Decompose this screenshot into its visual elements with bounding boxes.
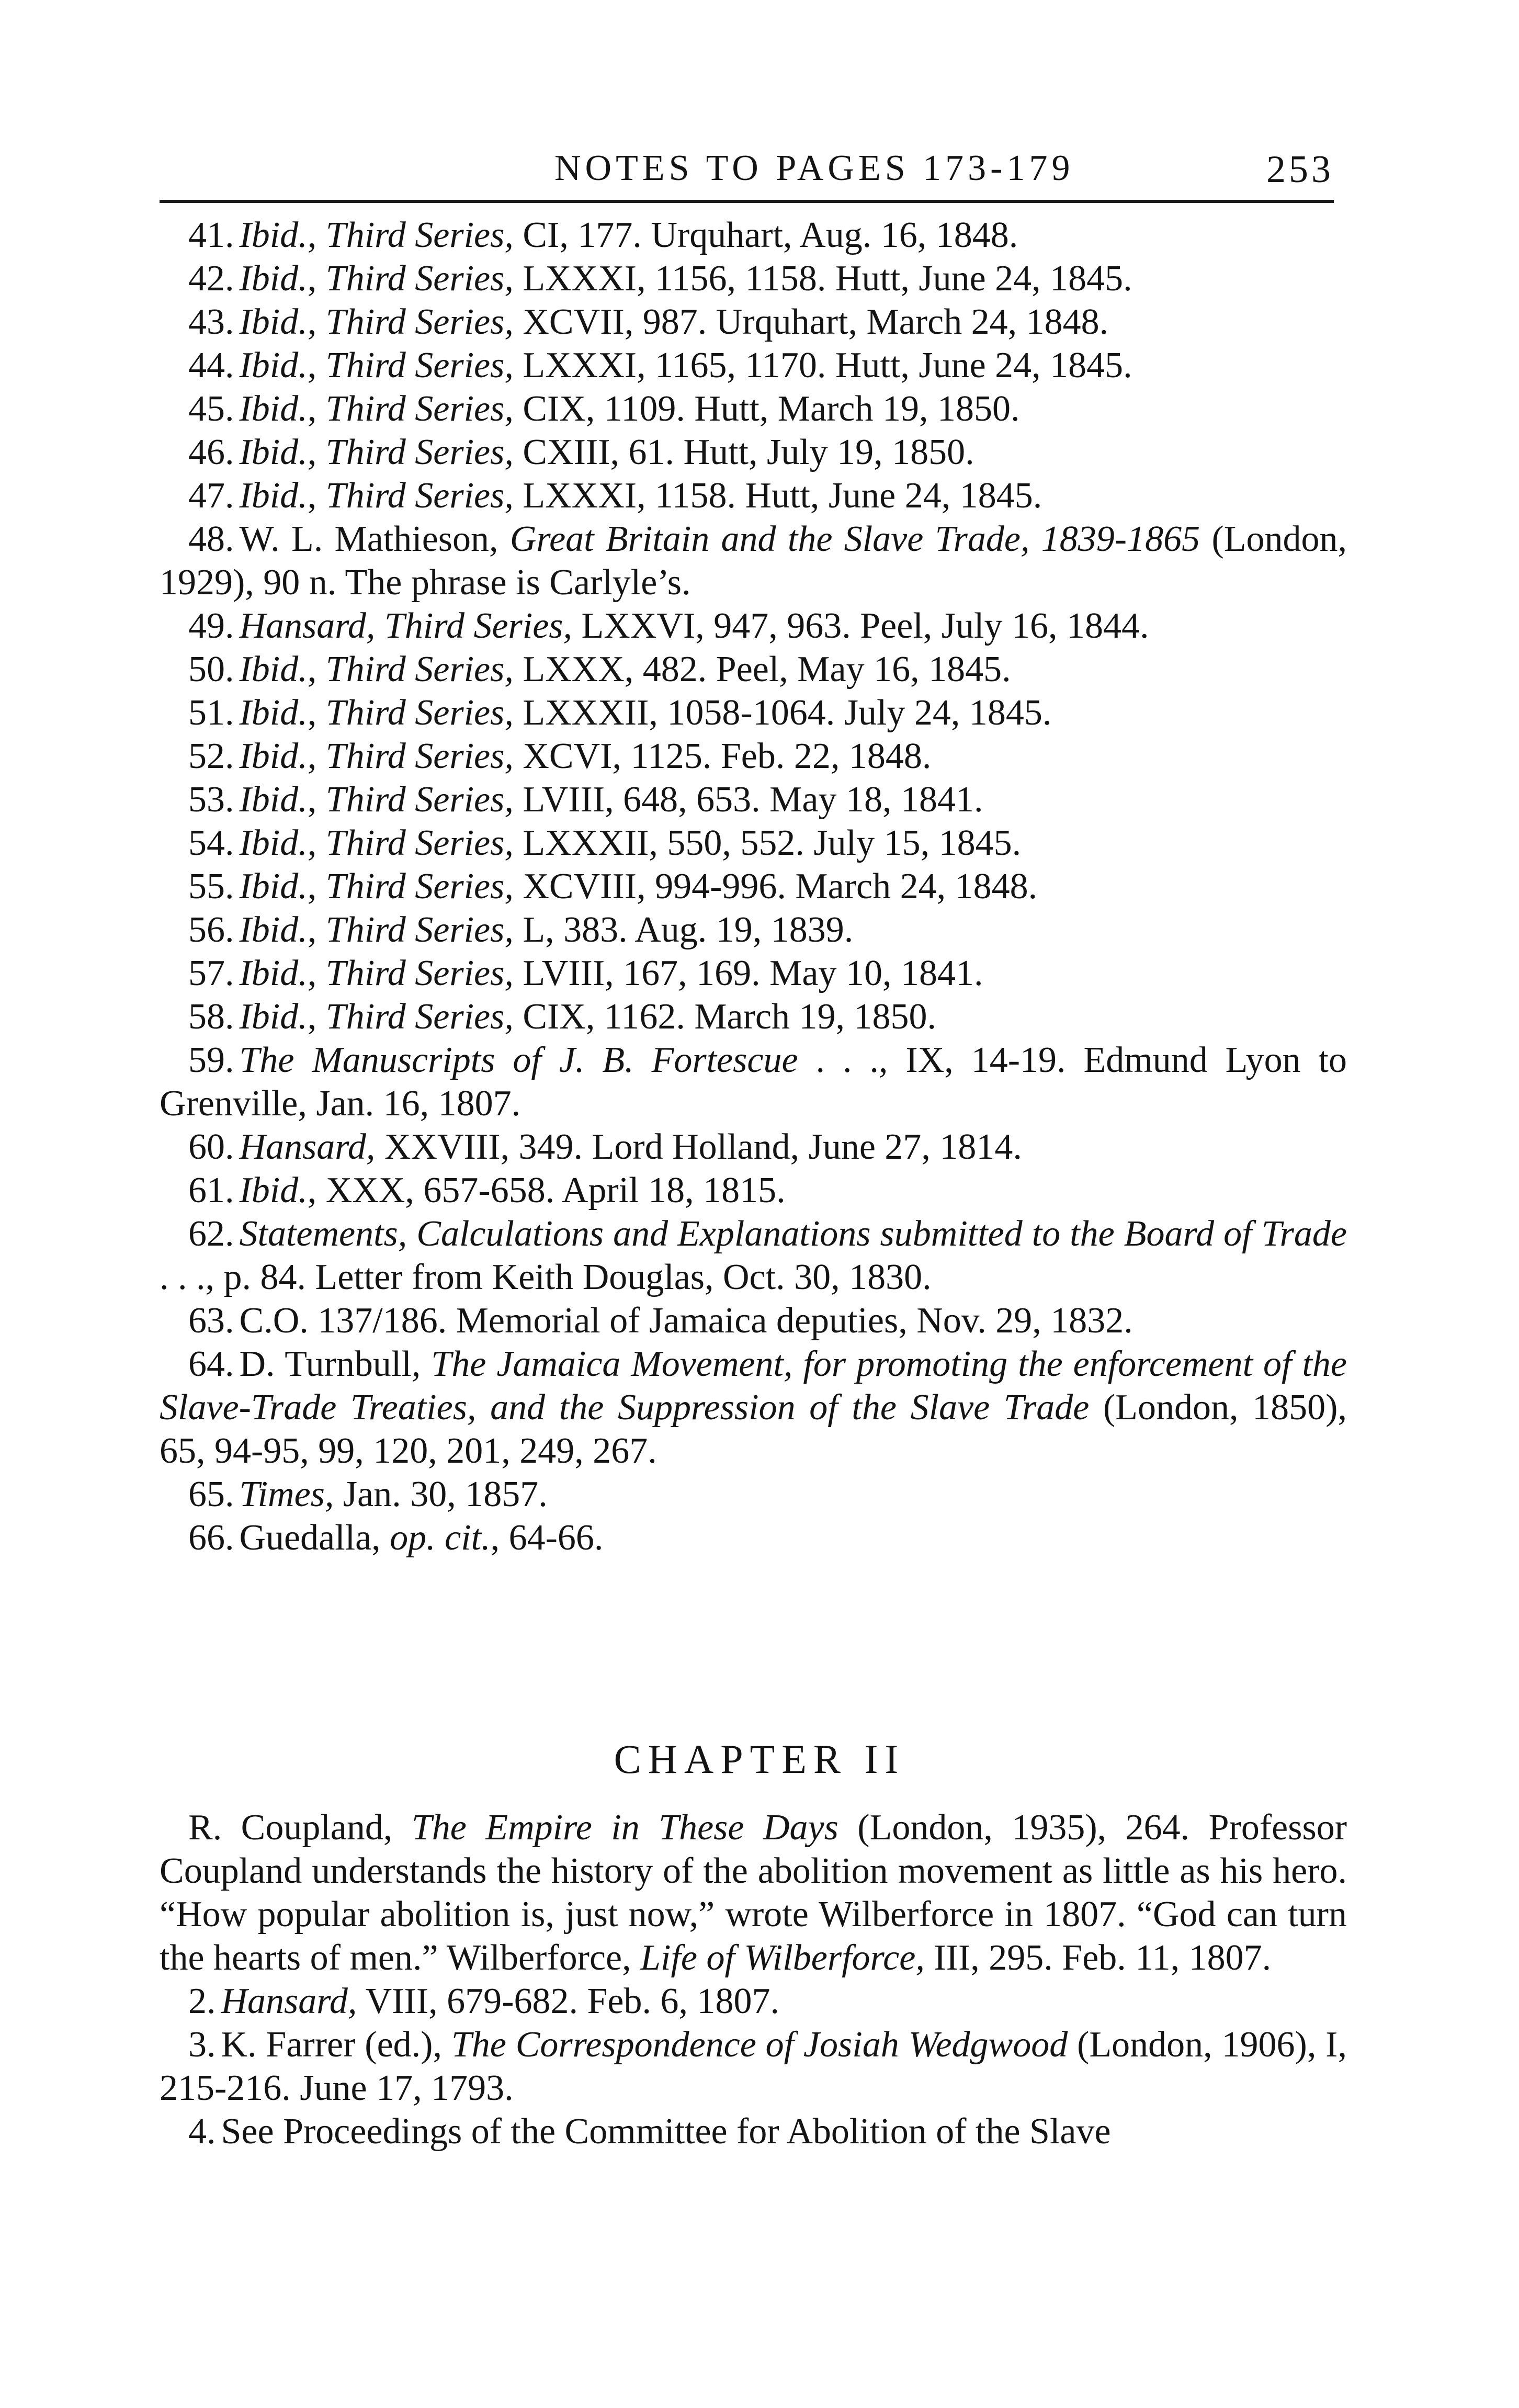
note-number: 46. <box>188 432 234 472</box>
note-text: . . ., IX, 14-19. Edmund Lyon to Grenville, Jan. 16, 1807. <box>160 1040 1347 1124</box>
note-number: 45. <box>188 389 234 429</box>
note-item <box>160 2023 1347 2110</box>
note-text: LXXX, 482. Peel, May 16, 1845. <box>513 649 1011 689</box>
note-text: CIX, 1109. Hutt, March 19, 1850. <box>513 389 1020 429</box>
note-italic-text: Ibid. <box>239 215 308 255</box>
note-item <box>160 778 1347 821</box>
note-italic-text: Ibid. <box>239 779 308 820</box>
note-text: C.O. 137/186. Memorial of Jamaica deputies, Nov. 29, 1832. <box>239 1301 1133 1341</box>
note-italic-text: Hansard, <box>221 1981 357 2021</box>
note-text: . . ., p. 84. Letter from Keith Douglas, Oct. 30, 1830. <box>160 1257 932 1297</box>
note-item <box>160 952 1347 995</box>
note-item <box>160 1299 1347 1342</box>
note-text: (London, 1850), 65, 94-95, 99, 120, 201, 249, 267. <box>160 1387 1347 1471</box>
note-item <box>160 1516 1347 1559</box>
note-text: , <box>307 997 326 1037</box>
note-italic-text: Ibid. <box>239 649 308 689</box>
note-italic-text: Ibid. <box>239 693 308 733</box>
note-italic-text: Ibid. <box>239 866 308 907</box>
note-text: , <box>307 649 326 689</box>
note-italic-text: Third Series, <box>325 345 514 386</box>
note-text: , <box>307 215 326 255</box>
note-italic-text: Third Series, <box>325 215 514 255</box>
note-text: LXXXI, 1158. Hutt, June 24, 1845. <box>513 476 1042 516</box>
note-number: 61. <box>188 1170 234 1211</box>
note-italic-text: The Correspondence of Josiah Wedgwood <box>451 2025 1068 2065</box>
notes-list-top <box>160 213 1347 1559</box>
note-italic-text: Ibid. <box>239 1170 308 1211</box>
note-item <box>160 1125 1347 1169</box>
note-italic-text: The Manuscripts of J. B. Fortescue <box>239 1040 798 1080</box>
note-text: CIX, 1162. March 19, 1850. <box>513 997 937 1037</box>
note-text: , <box>307 432 326 472</box>
note-number: 49. <box>188 606 234 646</box>
note-italic-text: Third Series, <box>325 649 514 689</box>
note-number: 58. <box>188 997 234 1037</box>
note-italic-text: Hansard, Third Series, <box>239 606 573 646</box>
note-text: Guedalla, <box>239 1518 390 1558</box>
note-text: LXXXI, 1165, 1170. Hutt, June 24, 1845. <box>513 345 1132 386</box>
note-number: 47. <box>188 476 234 516</box>
note-item <box>160 344 1347 387</box>
note-italic-text: Third Series, <box>325 476 514 516</box>
note-italic-text: Ibid. <box>239 258 308 299</box>
notes-list-bottom <box>160 1806 1347 2153</box>
note-text: III, 295. Feb. 11, 1807. <box>924 1938 1272 1978</box>
note-italic-text: Third Series, <box>325 866 514 907</box>
note-text: LXXXII, 550, 552. July 15, 1845. <box>513 823 1022 863</box>
note-number: 62. <box>188 1214 234 1254</box>
note-number: 48. <box>188 519 234 559</box>
note-text: XCVI, 1125. Feb. 22, 1848. <box>513 736 932 776</box>
note-text: , 64-66. <box>490 1518 604 1558</box>
note-item <box>160 865 1347 908</box>
note-text: , <box>307 476 326 516</box>
note-item <box>160 517 1347 604</box>
note-item <box>160 1212 1347 1299</box>
note-italic-text: Third Series, <box>325 258 514 299</box>
note-item <box>160 648 1347 691</box>
note-item <box>160 734 1347 778</box>
note-italic-text: Third Series, <box>325 432 514 472</box>
note-text: L, 383. Aug. 19, 1839. <box>513 910 854 950</box>
note-item <box>160 257 1347 300</box>
note-number: 54. <box>188 823 234 863</box>
note-text: VIII, 679-682. Feb. 6, 1807. <box>357 1981 779 2021</box>
note-number: 4. <box>188 2111 216 2152</box>
note-text: LXXXI, 1156, 1158. Hutt, June 24, 1845. <box>513 258 1132 299</box>
note-item <box>160 1473 1347 1516</box>
note-italic-text: Ibid. <box>239 302 308 342</box>
page-header <box>160 137 1334 203</box>
note-text: , <box>307 302 326 342</box>
note-text: , <box>307 779 326 820</box>
note-text: , <box>307 823 326 863</box>
note-text: , <box>307 866 326 907</box>
note-text: , <box>307 953 326 993</box>
note-item <box>160 213 1347 257</box>
note-text: LXXVI, 947, 963. Peel, July 16, 1844. <box>572 606 1149 646</box>
note-item <box>160 908 1347 952</box>
note-text: , <box>307 693 326 733</box>
note-text: , <box>307 345 326 386</box>
note-italic-text: The Jamaica Movement, for promoting the enforcement of the Slave-Trade Treaties, and the Suppression of the Slave Trade <box>160 1344 1347 1428</box>
note-italic-text: Ibid. <box>239 389 308 429</box>
note-item <box>160 1169 1347 1212</box>
note-number: 55. <box>188 866 234 907</box>
note-text: (London, 1929), 90 n. The phrase is Carlyle’s. <box>160 519 1347 603</box>
note-italic-text: The Empire in These Days <box>411 1807 838 1848</box>
note-text: , XXX, 657-658. April 18, 1815. <box>307 1170 786 1211</box>
note-number: 59. <box>188 1040 234 1080</box>
note-item <box>160 995 1347 1038</box>
note-text: (London, 1906), I, 215-216. June 17, 1793. <box>160 2025 1347 2108</box>
note-text: LVIII, 167, 169. May 10, 1841. <box>513 953 983 993</box>
note-item <box>160 1980 1347 2023</box>
note-text: XCVIII, 994-996. March 24, 1848. <box>513 866 1038 907</box>
note-number: 3. <box>188 2025 216 2065</box>
note-italic-text: op. cit. <box>390 1518 491 1558</box>
note-italic-text: Third Series, <box>325 389 514 429</box>
note-item <box>160 431 1347 474</box>
note-number: 57. <box>188 953 234 993</box>
note-item <box>160 387 1347 431</box>
note-text: XCVII, 987. Urquhart, March 24, 1848. <box>513 302 1109 342</box>
note-italic-text: Third Series, <box>325 910 514 950</box>
note-italic-text: Ibid. <box>239 476 308 516</box>
page-number: 253 <box>1266 148 1334 191</box>
note-italic-text: Ibid. <box>239 997 308 1037</box>
note-number: 64. <box>188 1344 234 1384</box>
note-item <box>160 691 1347 734</box>
note-item <box>160 821 1347 865</box>
note-italic-text: Statements, Calculations and Explanations submitted to the Board of Trade <box>239 1214 1347 1254</box>
note-italic-text: Hansard, <box>239 1127 376 1167</box>
note-italic-text: Times, <box>239 1474 334 1514</box>
note-item <box>160 1342 1347 1473</box>
note-number: 2. <box>188 1981 216 2021</box>
note-item <box>160 300 1347 344</box>
note-item <box>160 604 1347 648</box>
note-text: , <box>307 910 326 950</box>
note-item <box>160 474 1347 517</box>
note-number: 44. <box>188 345 234 386</box>
note-number: 43. <box>188 302 234 342</box>
note-text: , <box>307 389 326 429</box>
note-italic-text: Third Series, <box>325 953 514 993</box>
note-number: 56. <box>188 910 234 950</box>
note-italic-text: Ibid. <box>239 823 308 863</box>
note-italic-text: Ibid. <box>239 432 308 472</box>
note-text: See Proceedings of the Committee for Abolition of the Slave <box>221 2111 1111 2152</box>
note-text: D. Turnbull, <box>239 1344 432 1384</box>
note-text: W. L. Mathieson, <box>239 519 510 559</box>
note-text: LVIII, 648, 653. May 18, 1841. <box>513 779 983 820</box>
note-text: Jan. 30, 1857. <box>334 1474 548 1514</box>
note-item <box>160 2110 1347 2153</box>
chapter-heading: CHAPTER II <box>614 1736 905 1782</box>
note-number: 63. <box>188 1301 234 1341</box>
note-number: 50. <box>188 649 234 689</box>
note-text: CXIII, 61. Hutt, July 19, 1850. <box>513 432 974 472</box>
note-number: 41. <box>188 215 234 255</box>
note-italic-text: Great Britain and the Slave Trade, 1839-1865 <box>509 519 1200 559</box>
note-number: 66. <box>188 1518 234 1558</box>
note-italic-text: Third Series, <box>325 997 514 1037</box>
note-number: 42. <box>188 258 234 299</box>
note-text: XXVIII, 349. Lord Holland, June 27, 1814. <box>375 1127 1022 1167</box>
note-number: 52. <box>188 736 234 776</box>
note-italic-text: Third Series, <box>325 693 514 733</box>
note-number: 53. <box>188 779 234 820</box>
note-italic-text: Ibid. <box>239 345 308 386</box>
note-item <box>160 1806 1347 1980</box>
note-text: CI, 177. Urquhart, Aug. 16, 1848. <box>513 215 1018 255</box>
note-italic-text: Third Series, <box>325 779 514 820</box>
note-italic-text: Third Series, <box>325 736 514 776</box>
note-italic-text: Ibid. <box>239 736 308 776</box>
note-number: 60. <box>188 1127 234 1167</box>
note-italic-text: Ibid. <box>239 910 308 950</box>
running-head: NOTES TO PAGES 173-179 <box>554 148 1074 188</box>
note-text: K. Farrer (ed.), <box>221 2025 451 2065</box>
note-italic-text: Ibid. <box>239 953 308 993</box>
note-text: , <box>307 736 326 776</box>
note-number: 65. <box>188 1474 234 1514</box>
note-italic-text: Life of Wilberforce, <box>640 1938 925 1978</box>
note-italic-text: Third Series, <box>325 302 514 342</box>
note-italic-text: Third Series, <box>325 823 514 863</box>
note-item <box>160 1038 1347 1125</box>
note-text: R. Coupland, <box>188 1807 412 1848</box>
note-text: , <box>307 258 326 299</box>
note-number: 51. <box>188 693 234 733</box>
note-text: (London, 1935), 264. Professor Coupland understands the history of the abolition movement as little as his hero. “How popular abolition is, just now,” wrote Wilberforce in 1807. “God can turn the hearts of men.” Wilberforce, <box>160 1807 1347 1978</box>
note-text: LXXXII, 1058-1064. July 24, 1845. <box>513 693 1052 733</box>
